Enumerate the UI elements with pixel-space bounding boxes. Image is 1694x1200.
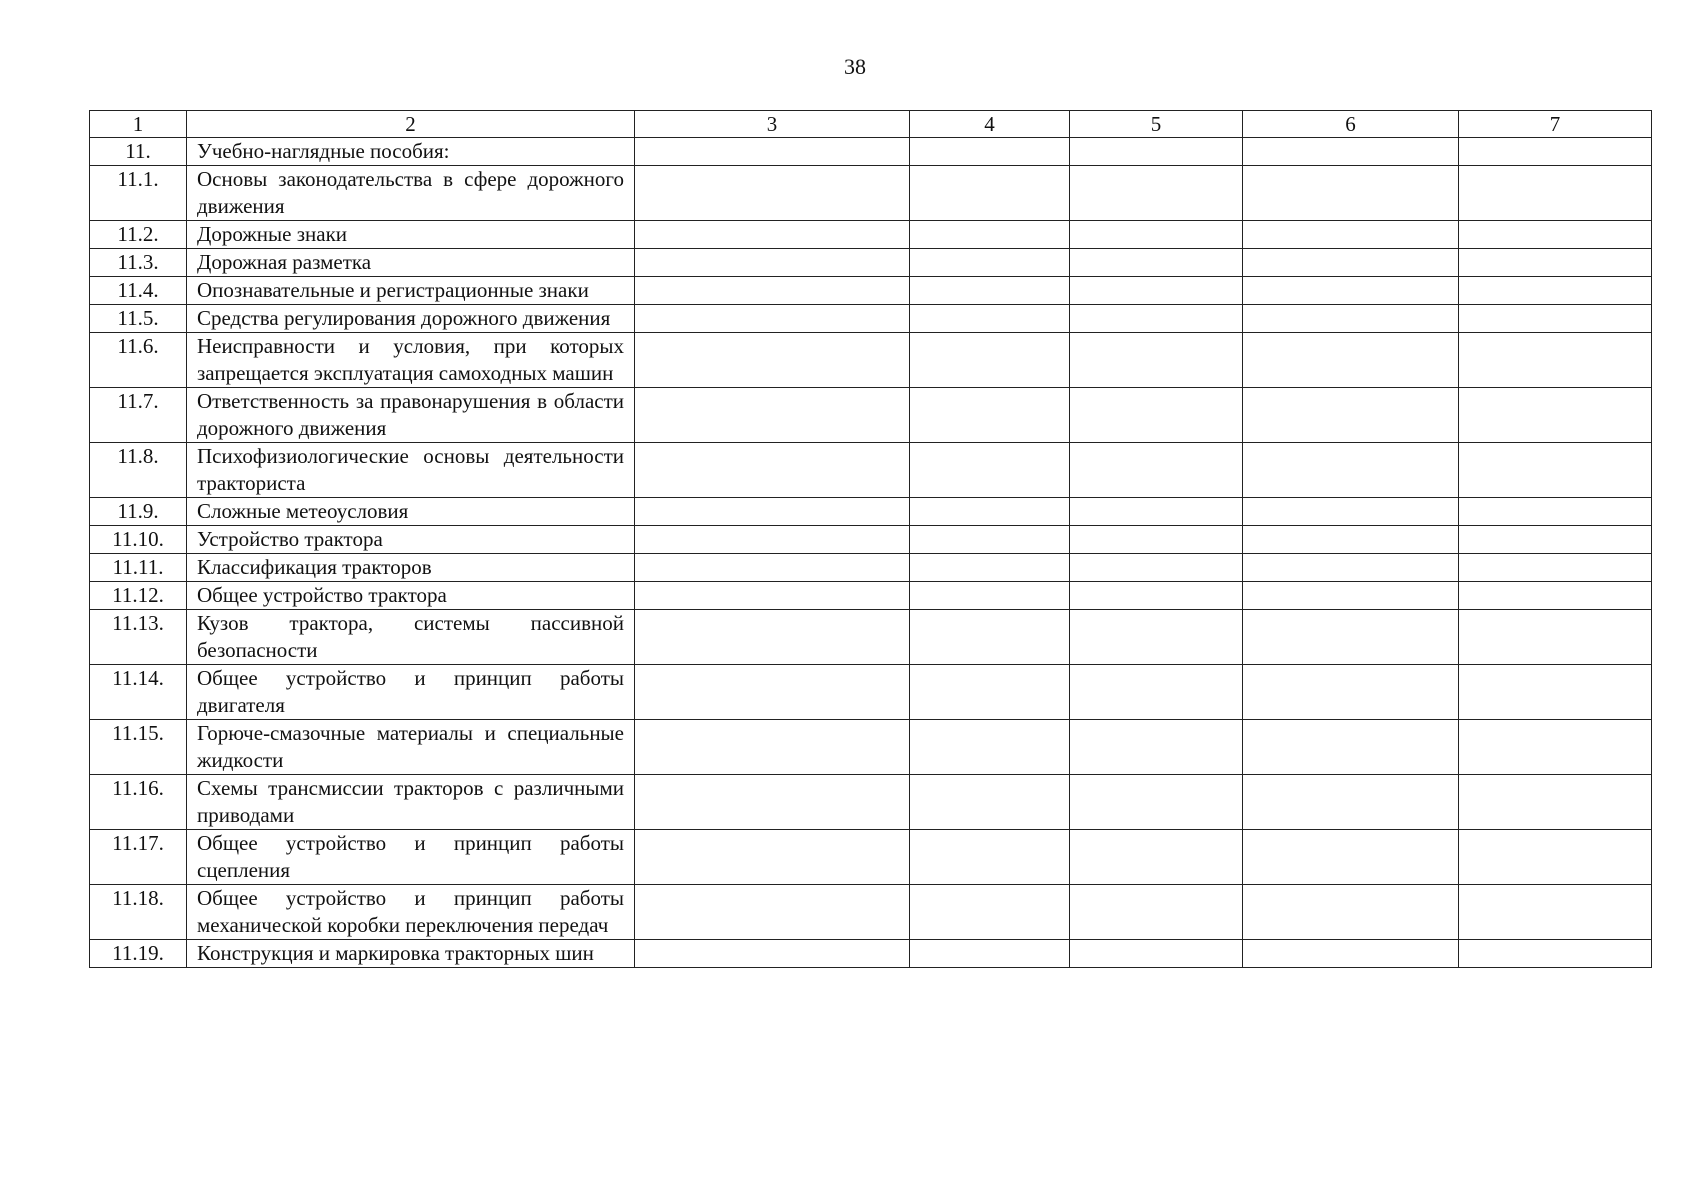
row-name: Устройство трактора bbox=[187, 526, 635, 554]
column-header: 6 bbox=[1243, 111, 1459, 138]
row-name: Учебно-наглядные пособия: bbox=[187, 138, 635, 166]
empty-cell bbox=[910, 885, 1070, 940]
table-row bbox=[90, 665, 1652, 720]
table-row bbox=[90, 249, 1652, 277]
empty-cell bbox=[1243, 498, 1459, 526]
row-number: 11.7. bbox=[90, 388, 187, 443]
empty-cell bbox=[635, 498, 910, 526]
empty-cell bbox=[1459, 333, 1652, 388]
empty-cell bbox=[1243, 166, 1459, 221]
column-header: 7 bbox=[1459, 111, 1652, 138]
empty-cell bbox=[1459, 610, 1652, 665]
row-number: 11.19. bbox=[90, 940, 187, 968]
table-row bbox=[90, 830, 1652, 885]
row-number: 11.5. bbox=[90, 305, 187, 333]
table-row bbox=[90, 333, 1652, 388]
table-row bbox=[90, 138, 1652, 166]
empty-cell bbox=[1243, 720, 1459, 775]
empty-cell bbox=[1070, 249, 1243, 277]
empty-cell bbox=[1070, 388, 1243, 443]
empty-cell bbox=[1459, 582, 1652, 610]
row-name: Схемы трансмиссии тракторов с различными приводами bbox=[187, 775, 635, 830]
row-name: Неисправности и условия, при которых запрещается эксплуатация самоходных машин bbox=[187, 333, 635, 388]
table-row bbox=[90, 305, 1652, 333]
empty-cell bbox=[635, 720, 910, 775]
table-row bbox=[90, 885, 1652, 940]
empty-cell bbox=[635, 443, 910, 498]
row-name: Классификация тракторов bbox=[187, 554, 635, 582]
column-header: 2 bbox=[187, 111, 635, 138]
empty-cell bbox=[1243, 940, 1459, 968]
empty-cell bbox=[1243, 665, 1459, 720]
row-number: 11.10. bbox=[90, 526, 187, 554]
empty-cell bbox=[910, 443, 1070, 498]
empty-cell bbox=[1070, 498, 1243, 526]
empty-cell bbox=[635, 333, 910, 388]
empty-cell bbox=[910, 830, 1070, 885]
table-row bbox=[90, 221, 1652, 249]
empty-cell bbox=[635, 610, 910, 665]
empty-cell bbox=[910, 610, 1070, 665]
empty-cell bbox=[1070, 138, 1243, 166]
empty-cell bbox=[1070, 610, 1243, 665]
empty-cell bbox=[1459, 443, 1652, 498]
empty-cell bbox=[910, 940, 1070, 968]
empty-cell bbox=[1070, 305, 1243, 333]
column-header: 5 bbox=[1070, 111, 1243, 138]
table-body bbox=[90, 138, 1652, 968]
empty-cell bbox=[1070, 333, 1243, 388]
empty-cell bbox=[1459, 221, 1652, 249]
empty-cell bbox=[635, 665, 910, 720]
empty-cell bbox=[1243, 333, 1459, 388]
table-row bbox=[90, 443, 1652, 498]
table-row bbox=[90, 498, 1652, 526]
row-number: 11.9. bbox=[90, 498, 187, 526]
empty-cell bbox=[1243, 305, 1459, 333]
empty-cell bbox=[635, 775, 910, 830]
empty-cell bbox=[1243, 388, 1459, 443]
row-number: 11.15. bbox=[90, 720, 187, 775]
row-name: Основы законодательства в сфере дорожного движения bbox=[187, 166, 635, 221]
empty-cell bbox=[1070, 582, 1243, 610]
empty-cell bbox=[910, 526, 1070, 554]
empty-cell bbox=[1070, 277, 1243, 305]
equipment-table bbox=[89, 110, 1652, 968]
empty-cell bbox=[1070, 720, 1243, 775]
empty-cell bbox=[910, 333, 1070, 388]
empty-cell bbox=[1070, 665, 1243, 720]
row-number: 11.2. bbox=[90, 221, 187, 249]
empty-cell bbox=[1070, 443, 1243, 498]
row-name: Общее устройство трактора bbox=[187, 582, 635, 610]
empty-cell bbox=[1459, 138, 1652, 166]
empty-cell bbox=[635, 582, 910, 610]
row-name: Общее устройство и принцип работы механической коробки переключения передач bbox=[187, 885, 635, 940]
empty-cell bbox=[910, 305, 1070, 333]
empty-cell bbox=[635, 138, 910, 166]
empty-cell bbox=[1459, 166, 1652, 221]
row-name: Общее устройство и принцип работы сцепления bbox=[187, 830, 635, 885]
empty-cell bbox=[910, 277, 1070, 305]
row-number: 11. bbox=[90, 138, 187, 166]
empty-cell bbox=[910, 221, 1070, 249]
row-number: 11.4. bbox=[90, 277, 187, 305]
empty-cell bbox=[635, 305, 910, 333]
row-number: 11.14. bbox=[90, 665, 187, 720]
empty-cell bbox=[1459, 830, 1652, 885]
empty-cell bbox=[1459, 665, 1652, 720]
row-name: Сложные метеоусловия bbox=[187, 498, 635, 526]
row-name: Конструкция и маркировка тракторных шин bbox=[187, 940, 635, 968]
empty-cell bbox=[1459, 498, 1652, 526]
empty-cell bbox=[1243, 885, 1459, 940]
row-number: 11.6. bbox=[90, 333, 187, 388]
empty-cell bbox=[1243, 526, 1459, 554]
empty-cell bbox=[1070, 885, 1243, 940]
table-row bbox=[90, 940, 1652, 968]
row-number: 11.1. bbox=[90, 166, 187, 221]
empty-cell bbox=[910, 498, 1070, 526]
row-name: Общее устройство и принцип работы двигателя bbox=[187, 665, 635, 720]
empty-cell bbox=[1070, 526, 1243, 554]
empty-cell bbox=[1070, 830, 1243, 885]
empty-cell bbox=[1243, 610, 1459, 665]
column-header: 1 bbox=[90, 111, 187, 138]
row-name: Психофизиологические основы деятельности тракториста bbox=[187, 443, 635, 498]
empty-cell bbox=[1070, 554, 1243, 582]
empty-cell bbox=[1243, 830, 1459, 885]
empty-cell bbox=[635, 940, 910, 968]
empty-cell bbox=[1070, 166, 1243, 221]
empty-cell bbox=[1459, 305, 1652, 333]
empty-cell bbox=[1459, 526, 1652, 554]
row-number: 11.12. bbox=[90, 582, 187, 610]
empty-cell bbox=[1243, 249, 1459, 277]
empty-cell bbox=[1070, 940, 1243, 968]
empty-cell bbox=[635, 166, 910, 221]
empty-cell bbox=[910, 138, 1070, 166]
column-header: 3 bbox=[635, 111, 910, 138]
empty-cell bbox=[635, 526, 910, 554]
empty-cell bbox=[1243, 443, 1459, 498]
empty-cell bbox=[635, 388, 910, 443]
row-number: 11.8. bbox=[90, 443, 187, 498]
row-number: 11.13. bbox=[90, 610, 187, 665]
empty-cell bbox=[635, 249, 910, 277]
empty-cell bbox=[910, 388, 1070, 443]
table-row bbox=[90, 554, 1652, 582]
header-row bbox=[90, 111, 1652, 138]
page-number: 38 bbox=[844, 54, 866, 79]
empty-cell bbox=[1459, 885, 1652, 940]
row-name: Средства регулирования дорожного движения bbox=[187, 305, 635, 333]
row-number: 11.3. bbox=[90, 249, 187, 277]
empty-cell bbox=[1070, 775, 1243, 830]
empty-cell bbox=[1243, 221, 1459, 249]
empty-cell bbox=[635, 221, 910, 249]
empty-cell bbox=[910, 249, 1070, 277]
empty-cell bbox=[1459, 249, 1652, 277]
row-name: Дорожные знаки bbox=[187, 221, 635, 249]
empty-cell bbox=[635, 885, 910, 940]
table-row bbox=[90, 582, 1652, 610]
table-row bbox=[90, 166, 1652, 221]
row-name: Кузов трактора, системы пассивной безопасности bbox=[187, 610, 635, 665]
empty-cell bbox=[1243, 277, 1459, 305]
empty-cell bbox=[910, 720, 1070, 775]
empty-cell bbox=[910, 582, 1070, 610]
empty-cell bbox=[1459, 554, 1652, 582]
row-number: 11.18. bbox=[90, 885, 187, 940]
row-name: Опознавательные и регистрационные знаки bbox=[187, 277, 635, 305]
empty-cell bbox=[1459, 388, 1652, 443]
row-number: 11.16. bbox=[90, 775, 187, 830]
row-name: Горюче-смазочные материалы и специальные жидкости bbox=[187, 720, 635, 775]
table-row bbox=[90, 610, 1652, 665]
empty-cell bbox=[635, 277, 910, 305]
column-header: 4 bbox=[910, 111, 1070, 138]
empty-cell bbox=[1459, 940, 1652, 968]
table-row bbox=[90, 526, 1652, 554]
empty-cell bbox=[1243, 138, 1459, 166]
table-row bbox=[90, 388, 1652, 443]
row-name: Ответственность за правонарушения в области дорожного движения bbox=[187, 388, 635, 443]
empty-cell bbox=[635, 554, 910, 582]
empty-cell bbox=[910, 665, 1070, 720]
empty-cell bbox=[1070, 221, 1243, 249]
empty-cell bbox=[635, 830, 910, 885]
empty-cell bbox=[1243, 582, 1459, 610]
table-row bbox=[90, 775, 1652, 830]
table-row bbox=[90, 720, 1652, 775]
empty-cell bbox=[1459, 277, 1652, 305]
table-row bbox=[90, 277, 1652, 305]
row-number: 11.11. bbox=[90, 554, 187, 582]
empty-cell bbox=[1459, 720, 1652, 775]
empty-cell bbox=[1243, 554, 1459, 582]
empty-cell bbox=[910, 775, 1070, 830]
empty-cell bbox=[910, 554, 1070, 582]
empty-cell bbox=[1459, 775, 1652, 830]
row-name: Дорожная разметка bbox=[187, 249, 635, 277]
empty-cell bbox=[1243, 775, 1459, 830]
empty-cell bbox=[910, 166, 1070, 221]
row-number: 11.17. bbox=[90, 830, 187, 885]
